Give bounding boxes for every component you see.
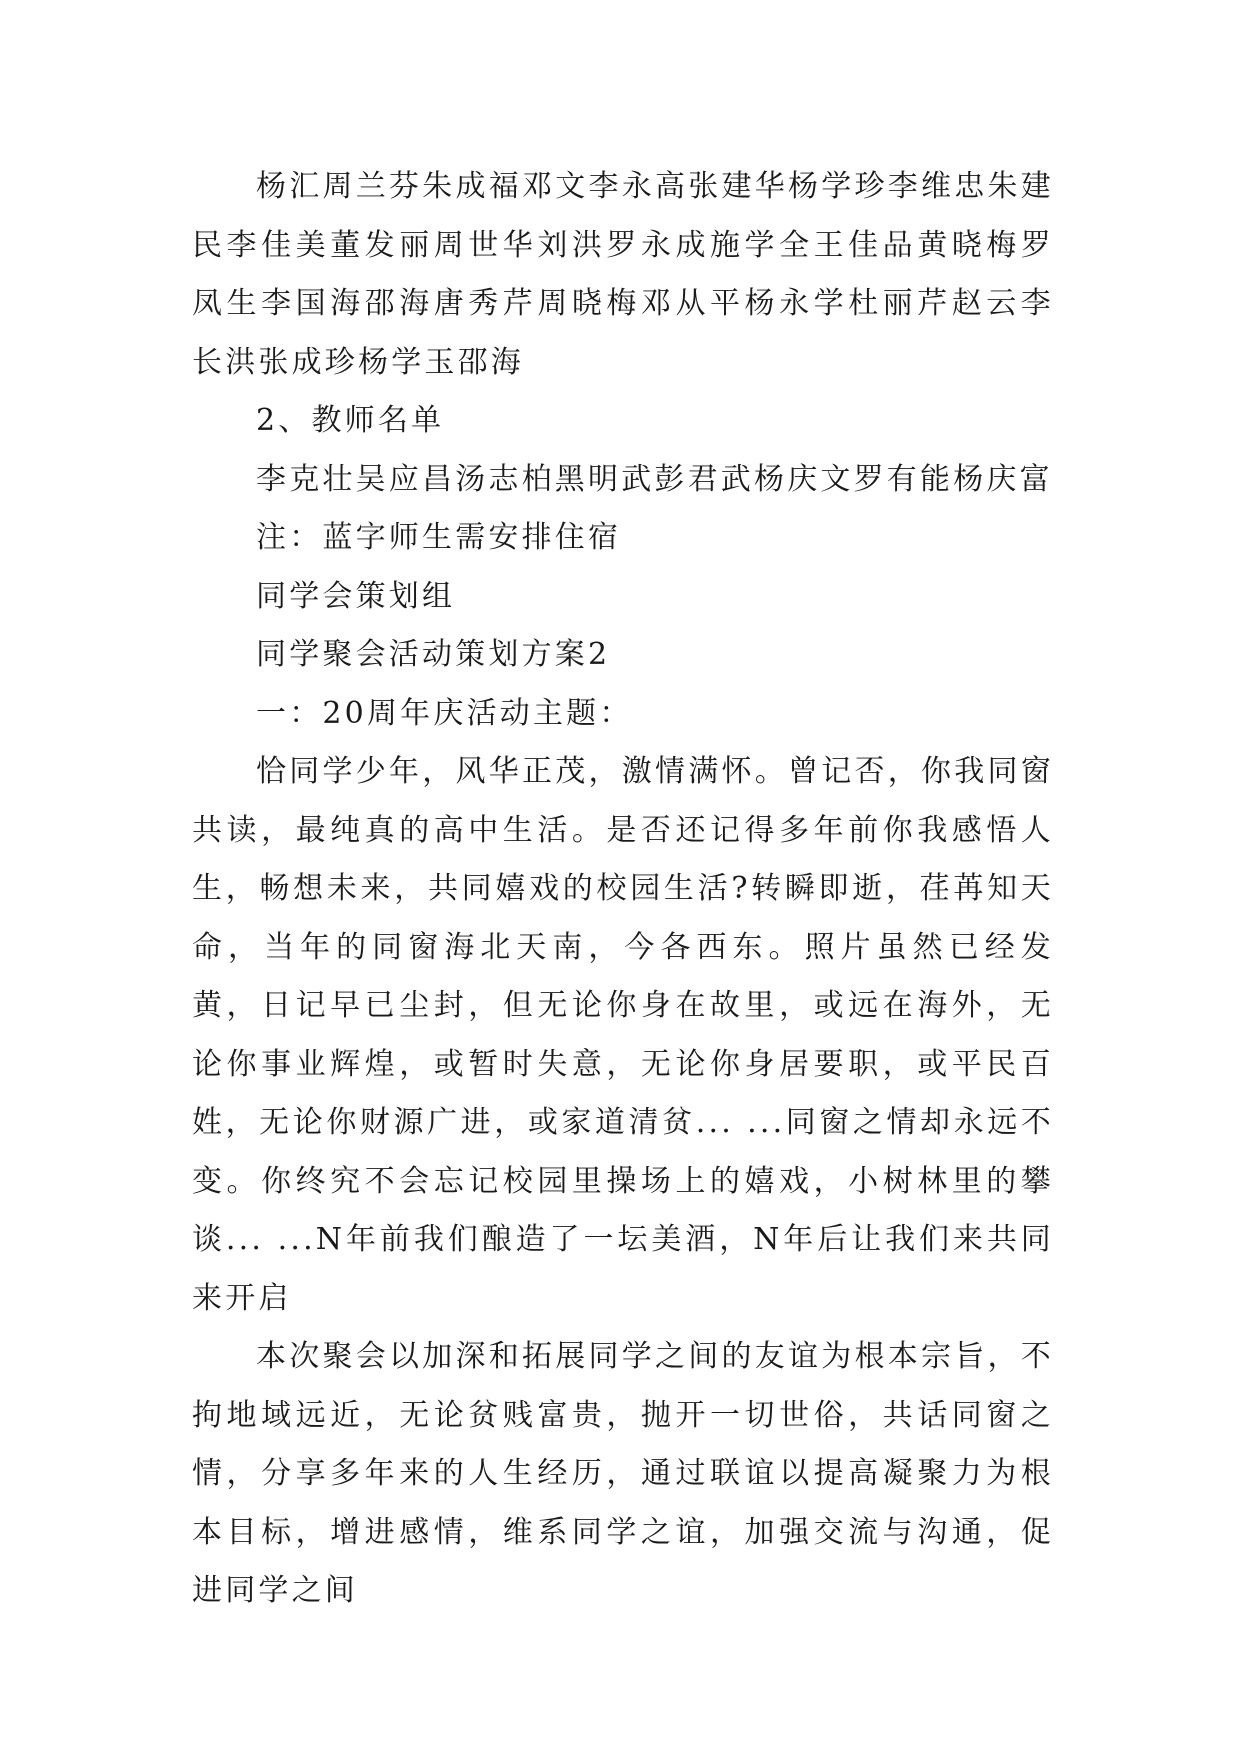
document-body <box>192 158 1054 1621</box>
teacher-list-heading: 2、教师名单 <box>256 403 445 438</box>
accommodation-note: 注：蓝字师生需安排住宿 <box>256 520 622 555</box>
purpose-paragraph: 本次聚会以加深和拓展同学之间的友谊为根本宗旨，不拘地域远近，无论贫贱富贵，抛开一切世俗，共话同窗之情，分享多年来的人生经历，通过联谊以提高凝聚力为根本目标，增进感情，维系同学之谊，加强交流与沟通，促进同学之间 <box>192 1339 1054 1608</box>
theme-paragraph: 恰同学少年，风华正茂，激情满怀。曾记否，你我同窗共读，最纯真的高中生活。是否还记得多年前你我感悟人生，畅想未来，共同嬉戏的校园生活?转瞬即逝，荏苒知天命，当年的同窗海北天南，今各西东。照片虽然已经发黄，日记早已尘封，但无论你身在故里，或远在海外，无论你事业辉煌，或暂时失意，无论你身居要职，或平民百姓，无论你财源广进，或家道清贫... ...同窗之情却永远不变。你终究不会忘记校园里操场上的嬉戏，小树林里的攀谈... ...N年前我们酿造了一坛美酒，N年后让我们来共同来开启 <box>192 754 1054 1316</box>
plan-title: 同学聚会活动策划方案2 <box>256 637 611 672</box>
organizer-signature: 同学会策划组 <box>256 578 456 614</box>
teacher-name-list: 李克壮吴应昌汤志柏黑明武彭君武杨庆文罗有能杨庆富 <box>256 461 1053 497</box>
student-name-list: 杨汇周兰芬朱成福邓文李永高张建华杨学珍李维忠朱建民李佳美董发丽周世华刘洪罗永成施学全王佳品黄晓梅罗凤生李国海邵海唐秀芹周晓梅邓从平杨永学杜丽芹赵云李长洪张成珍杨学玉邵海 <box>192 169 1054 380</box>
theme-heading: 一：20周年庆活动主题： <box>256 695 633 731</box>
